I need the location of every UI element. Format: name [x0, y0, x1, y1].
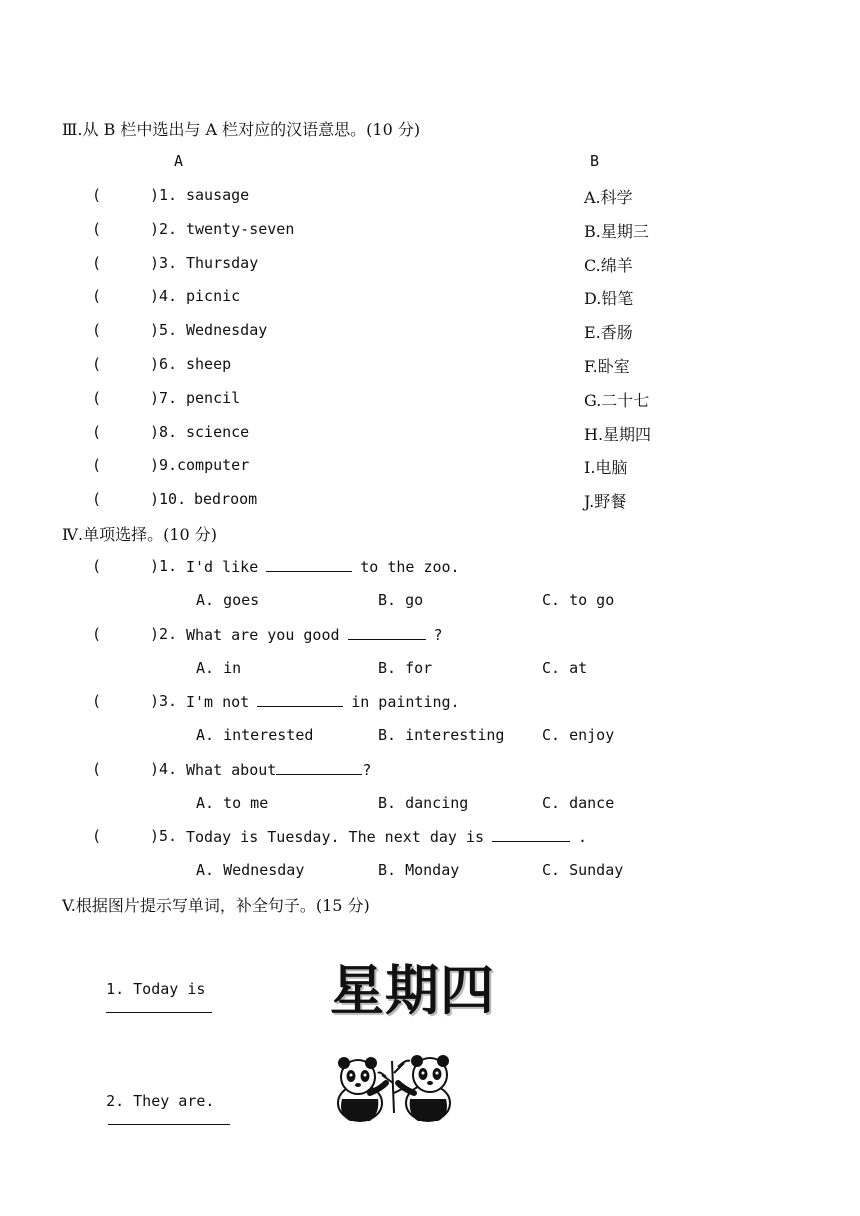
answer-bracket[interactable]: (	[92, 456, 102, 474]
item-number: )9.	[150, 456, 178, 474]
answer-bracket[interactable]: (	[92, 254, 102, 272]
question-text: 2. They are.	[106, 1092, 215, 1110]
pandas-image	[334, 1053, 454, 1125]
english-word: twenty-seven	[186, 220, 295, 238]
english-word: bedroom	[194, 490, 258, 508]
item-number: )3.	[150, 254, 178, 272]
chinese-meaning: J.野餐	[584, 492, 627, 511]
chinese-meaning: E.香肠	[584, 323, 633, 342]
chinese-meaning: D.铅笔	[584, 289, 634, 308]
chinese-meaning: F.卧室	[584, 357, 630, 376]
question-stem	[186, 827, 587, 846]
item-number: )4.	[150, 287, 178, 305]
stem-after-blank: .	[578, 828, 588, 846]
english-word: Thursday	[186, 254, 259, 272]
answer-bracket[interactable]: (	[92, 625, 102, 643]
section3-title: Ⅲ.从 B 栏中选出与 A 栏对应的汉语意思。(10 分)	[62, 120, 421, 139]
question-number: )5.	[150, 827, 178, 845]
question-stem	[186, 625, 443, 644]
english-word: sheep	[186, 355, 232, 373]
answer-option: C. Sunday	[542, 861, 624, 879]
question-stem	[186, 557, 460, 576]
english-word: sausage	[186, 186, 250, 204]
question-stem	[186, 692, 460, 711]
item-number: )8.	[150, 423, 178, 441]
stem-after-blank: in painting.	[351, 693, 460, 711]
answer-bracket[interactable]: (	[92, 557, 102, 575]
answer-bracket[interactable]: (	[92, 423, 102, 441]
answer-blank[interactable]	[492, 827, 570, 842]
answer-option: A. to me	[196, 794, 269, 812]
answer-blank[interactable]	[106, 998, 212, 1013]
stem-before-blank: Today is Tuesday. The next day is	[186, 828, 485, 846]
answer-bracket[interactable]: (	[92, 321, 102, 339]
question-number: )2.	[150, 625, 178, 643]
answer-bracket[interactable]: (	[92, 760, 102, 778]
answer-option: A. Wednesday	[196, 861, 305, 879]
answer-option: A. interested	[196, 726, 314, 744]
stem-after-blank: ?	[362, 761, 372, 779]
answer-option: C. dance	[542, 794, 615, 812]
chinese-meaning: B.星期三	[584, 222, 649, 241]
stem-before-blank: I'd like	[186, 558, 259, 576]
answer-option: A. goes	[196, 591, 260, 609]
answer-bracket[interactable]: (	[92, 186, 102, 204]
answer-blank[interactable]	[108, 1110, 230, 1125]
item-number: )10.	[150, 490, 187, 508]
panda-icon	[338, 1057, 386, 1121]
stem-after-blank: ?	[433, 626, 443, 644]
answer-option: B. for	[378, 659, 433, 677]
answer-option: C. enjoy	[542, 726, 615, 744]
section5-title: V.根据图片提示写单词，补全句子。(15 分)	[62, 896, 370, 915]
answer-blank[interactable]	[266, 557, 352, 572]
question-stem	[186, 760, 371, 779]
item-number: )2.	[150, 220, 178, 238]
answer-option: C. at	[542, 659, 588, 677]
question-number: )1.	[150, 557, 178, 575]
answer-blank[interactable]	[348, 625, 426, 640]
item-number: )7.	[150, 389, 178, 407]
question-5-1	[88, 962, 212, 1017]
column-b-header: B	[590, 152, 600, 170]
panda-icon	[398, 1055, 450, 1121]
question-number: )4.	[150, 760, 178, 778]
answer-blank[interactable]	[276, 760, 362, 775]
answer-option: A. in	[196, 659, 242, 677]
english-word: science	[186, 423, 250, 441]
weekday-image-text: 星期四	[330, 959, 495, 1022]
stem-before-blank: What are you good	[186, 626, 340, 644]
chinese-meaning: A.科学	[584, 188, 633, 207]
section4-title: Ⅳ.单项选择。(10 分)	[62, 525, 218, 544]
answer-option: B. dancing	[378, 794, 469, 812]
chinese-meaning: C.绵羊	[584, 256, 633, 275]
item-number: )6.	[150, 355, 178, 373]
answer-bracket[interactable]: (	[92, 287, 102, 305]
answer-option: B. go	[378, 591, 424, 609]
answer-bracket[interactable]: (	[92, 692, 102, 710]
answer-bracket[interactable]: (	[92, 389, 102, 407]
answer-option: B. interesting	[378, 726, 505, 744]
chinese-meaning: H.星期四	[584, 425, 652, 444]
question-number: )3.	[150, 692, 178, 710]
answer-option: C. to go	[542, 591, 615, 609]
english-word: picnic	[186, 287, 241, 305]
answer-bracket[interactable]: (	[92, 220, 102, 238]
answer-blank[interactable]	[257, 692, 343, 707]
question-text: 1. Today is	[106, 980, 206, 998]
english-word: pencil	[186, 389, 241, 407]
item-number: )5.	[150, 321, 178, 339]
english-word: computer	[177, 456, 250, 474]
item-number: )1.	[150, 186, 178, 204]
answer-option: B. Monday	[378, 861, 460, 879]
question-5-2	[88, 1074, 230, 1129]
stem-before-blank: What about	[186, 761, 277, 779]
answer-bracket[interactable]: (	[92, 827, 102, 845]
answer-bracket[interactable]: (	[92, 355, 102, 373]
answer-bracket[interactable]: (	[92, 490, 102, 508]
column-a-header: A	[174, 152, 184, 170]
chinese-meaning: G.二十七	[584, 391, 650, 410]
chinese-meaning: I.电脑	[584, 458, 628, 477]
stem-before-blank: I'm not	[186, 693, 250, 711]
stem-after-blank: to the zoo.	[360, 558, 460, 576]
english-word: Wednesday	[186, 321, 268, 339]
